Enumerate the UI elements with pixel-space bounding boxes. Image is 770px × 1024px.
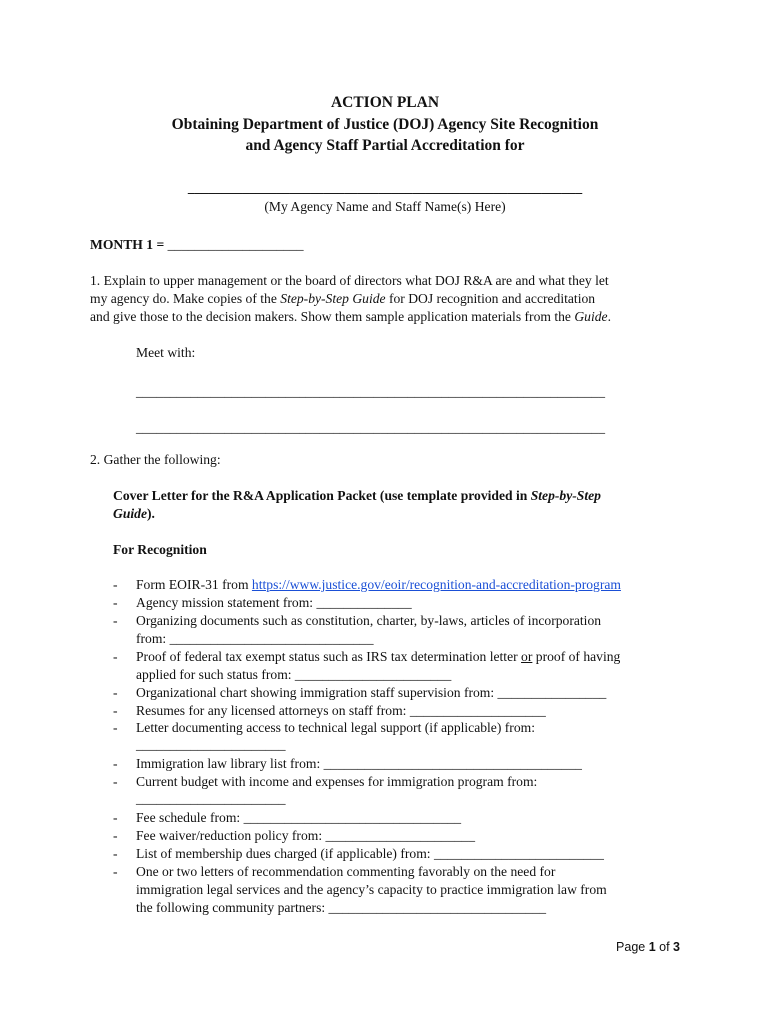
bullet-dash: -	[113, 720, 118, 735]
cover-letter-text: Cover Letter for the R&A Application Packet (use template provided in	[113, 488, 531, 503]
bullet-dash: -	[113, 703, 118, 718]
list-item: Organizational chart showing immigration staff supervision from: ________________	[136, 685, 607, 700]
cover-letter-guide-ref-2: Guide	[113, 506, 147, 521]
bullet-dash: -	[113, 846, 118, 861]
step1-line2-text-end: for DOJ recognition and accreditation	[385, 291, 596, 306]
total-pages: 3	[673, 940, 680, 954]
list-item-continued: applied for such status from: _______________________	[136, 667, 452, 682]
list-item	[136, 577, 621, 593]
bullet-dash: -	[113, 613, 118, 628]
list-item: Resumes for any licensed attorneys on staff from: ____________________	[136, 703, 546, 718]
month-label: MONTH 1 =	[90, 237, 165, 252]
bullet-dash: -	[113, 685, 118, 700]
list-item: Agency mission statement from: ______________	[136, 595, 412, 610]
eoir-link[interactable]: https://www.justice.gov/eoir/recognition-and-accreditation-program	[251, 577, 621, 592]
step1-line2-text: my agency do. Make copies of the	[90, 291, 281, 306]
list-item: Fee schedule from: ________________________________	[136, 810, 462, 825]
list-item: Letter documenting access to technical legal support (if applicable) from:	[136, 720, 535, 735]
item-text: Proof of federal tax exempt status such as IRS tax determination letter	[136, 649, 522, 664]
step2-heading: 2. Gather the following:	[90, 452, 221, 467]
document-subtitle-line1: Obtaining Department of Justice (DOJ) Agency Site Recognition	[171, 116, 599, 133]
meet-with-blank-1[interactable]: _____________________________________________________________________	[136, 384, 605, 399]
bullet-dash: -	[113, 756, 118, 771]
item-text: Form EOIR-31 from	[136, 577, 252, 592]
item-text-end: proof of having	[532, 649, 621, 664]
cover-letter-line1	[113, 488, 601, 504]
for-recognition-heading: For Recognition	[113, 542, 207, 557]
month-line	[90, 237, 304, 253]
list-item	[136, 649, 620, 665]
agency-name-hint: (My Agency Name and Staff Name(s) Here)	[264, 199, 506, 214]
cover-letter-guide-ref: Step-by-Step	[530, 488, 601, 503]
list-item: Immigration law library list from: ______________________________________	[136, 756, 582, 771]
meet-with-label: Meet with:	[136, 345, 196, 360]
bullet-dash: -	[113, 774, 118, 789]
list-item-continued: the following community partners: ________________________________	[136, 900, 547, 915]
list-item: One or two letters of recommendation commenting favorably on the need for	[136, 864, 556, 879]
list-item: Current budget with income and expenses for immigration program from:	[136, 774, 538, 789]
cover-letter-end: ).	[146, 506, 155, 521]
bullet-dash: -	[113, 649, 118, 664]
month-blank[interactable]: ____________________	[167, 237, 304, 252]
bullet-dash: -	[113, 828, 118, 843]
list-item-continued: from: ______________________________	[136, 631, 374, 646]
step1-line1: 1. Explain to upper management or the board of directors what DOJ R&A are and what they let	[90, 273, 609, 288]
step1-line3	[90, 309, 611, 325]
agency-name-blank[interactable]: __________________________________________________________	[187, 180, 583, 195]
list-item-continued: immigration legal services and the agency’s capacity to practice immigration law from	[136, 882, 607, 897]
list-item: Organizing documents such as constitution, charter, by-laws, articles of incorporation	[136, 613, 602, 628]
list-item-continued: ______________________	[136, 737, 286, 752]
page-number	[616, 940, 680, 954]
bullet-dash: -	[113, 864, 118, 879]
cover-letter-line2	[113, 506, 155, 522]
bullet-dash: -	[113, 810, 118, 825]
bullet-dash: -	[113, 595, 118, 610]
list-item-continued: ______________________	[136, 791, 286, 806]
document-subtitle-line2: and Agency Staff Partial Accreditation for	[245, 137, 525, 154]
document-title: ACTION PLAN	[330, 94, 440, 111]
guide-ref: Guide	[574, 309, 608, 324]
underlined-or: or	[521, 649, 533, 664]
step1-line2	[90, 291, 595, 307]
step1-line3-period: .	[607, 309, 611, 324]
list-item: Fee waiver/reduction policy from: ______________________	[136, 828, 476, 843]
step1-line3-text: and give those to the decision makers. Show them sample application materials from the	[90, 309, 575, 324]
meet-with-blank-2[interactable]: _____________________________________________________________________	[136, 420, 605, 435]
bullet-dash: -	[113, 577, 118, 592]
of-word: of	[655, 940, 674, 954]
current-page: 1	[648, 940, 656, 954]
page-word: Page	[616, 940, 649, 954]
step-by-step-guide-ref: Step-by-Step Guide	[280, 291, 386, 306]
list-item: List of membership dues charged (if applicable) from: _________________________	[136, 846, 604, 861]
